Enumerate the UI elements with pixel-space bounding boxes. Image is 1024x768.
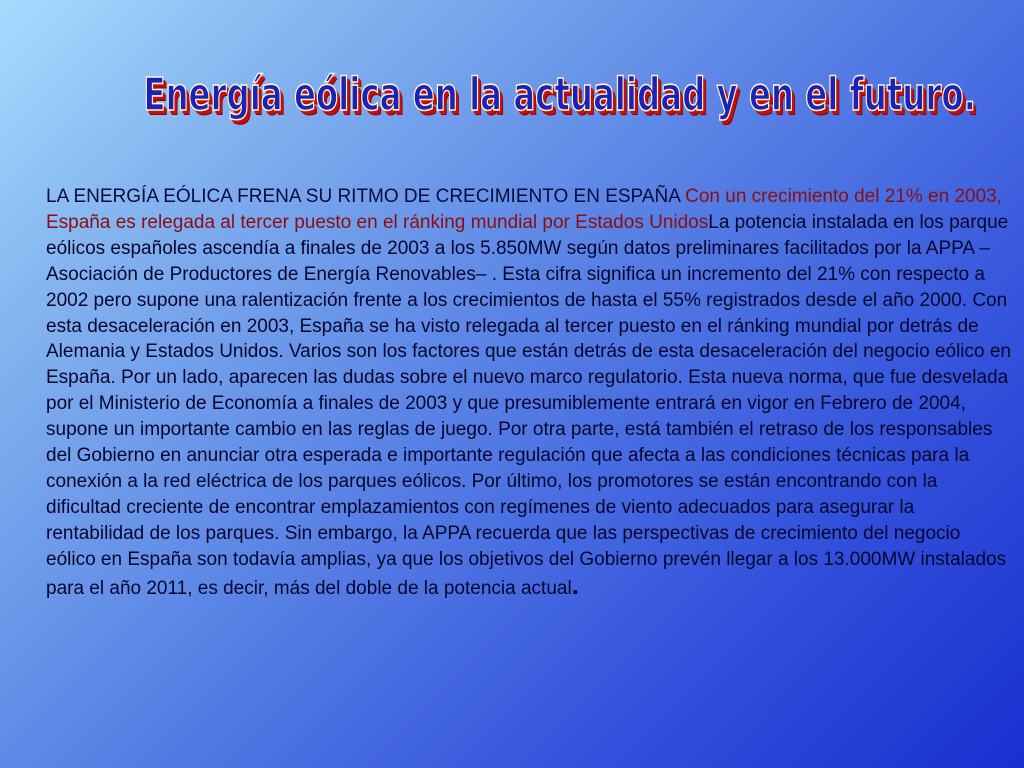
article-lead: Con un crecimiento del 21% en 2003, España es relegada al tercer puesto en el ránking mundial por Estados Unidos — [46, 186, 1002, 233]
article-main-text: La potencia instalada en los parque eólicos españoles ascendía a finales de 2003 a los 5.850MW según datos preliminares facilitados por la APPA –Asociación de Productores de Energía Renovables– . Esta cifra significa un incremento del 21% con respecto a 2002 pero supone una ralentización frente a los crecimientos de hasta el 55% registrados desde el año 2000. Con esta desaceleración en 2003, España se ha visto relegada al tercer puesto en el ránking mundial por detrás de Alemania y Estados Unidos. Varios son los factores que están detrás de esta desaceleración del negocio eólico en España. Por un lado, aparecen las dudas sobre el nuevo marco regulatorio. Esta nueva norma, que fue desvelada por el Ministerio de Economía a finales de 2003 y que presumiblemente entrará en vigor en Febrero de 2004, supone un importante cambio en las reglas de juego. Por otra parte, está también el retraso de los responsables del Gobierno en anunciar otra esperada e importante regulación que afecta a las condiciones técnicas para la conexión a la red eléctrica de los parques eólicos. Por último, los promotores se están encontrando con la dificultad creciente de encontrar emplazamientos con regímenes de viento adecuados para asegurar la rentabilidad de los parques. Sin embargo, la APPA recuerda que las perspectivas de crecimiento del negocio eólico en España son todavía amplias, ya que los objetivos del Gobierno prevén llegar a los 13.000MW instalados para el año 2011, es decir, más del doble de la potencia actual — [46, 211, 1012, 599]
article-body — [46, 184, 1014, 602]
slide-title: Energía eólica en la actualidad y en el futuro. — [143, 68, 976, 121]
article-headline: LA ENERGÍA EÓLICA FRENA SU RITMO DE CRECIMIENTO EN ESPAÑA — [46, 186, 680, 207]
article-final-period: . — [571, 569, 579, 600]
